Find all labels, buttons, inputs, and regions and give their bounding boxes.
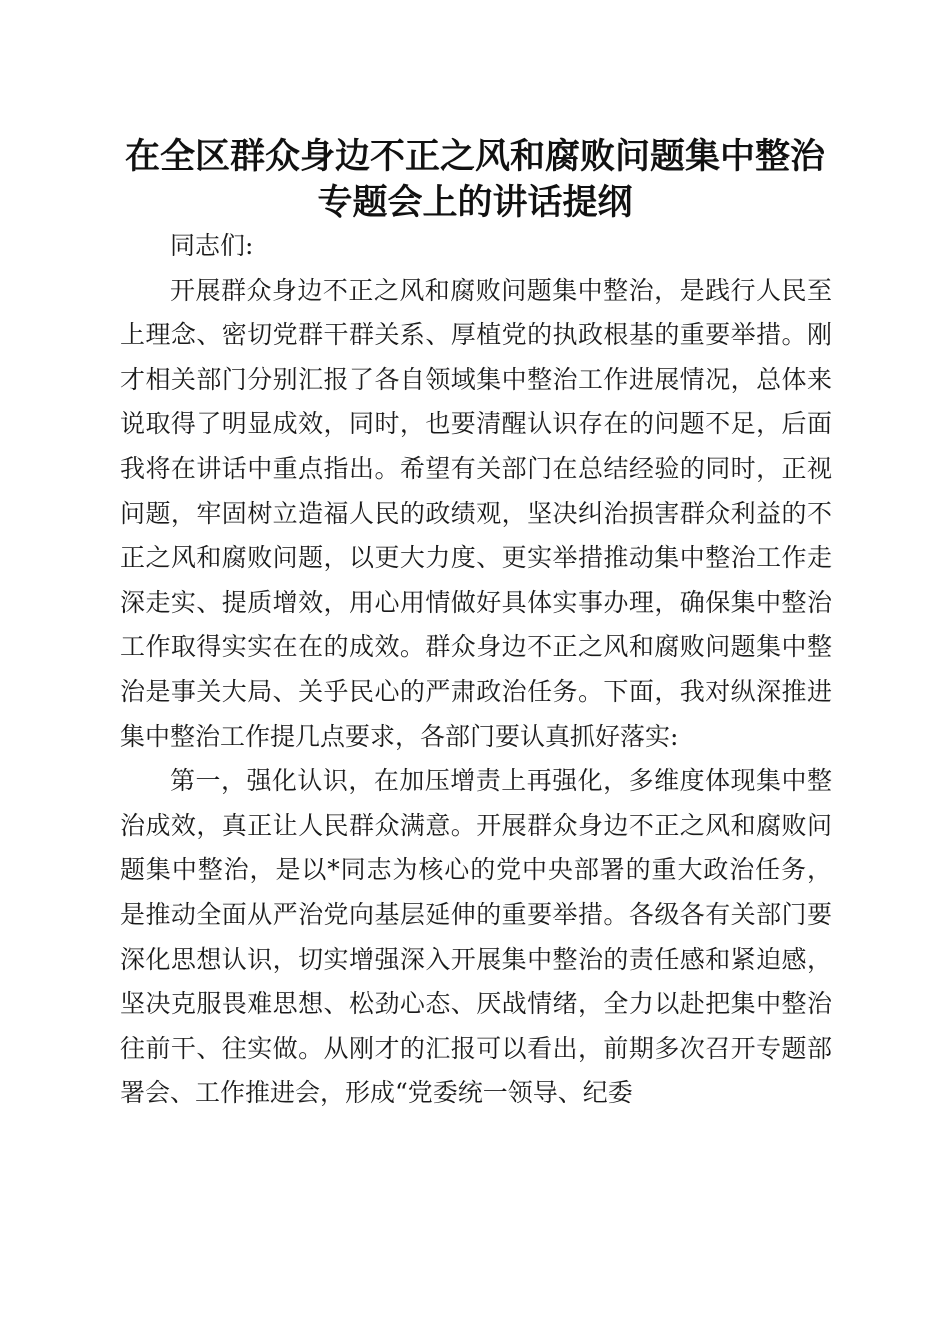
document-body (120, 224, 832, 1116)
paragraph: 开展群众身边不正之风和腐败问题集中整治，是践行人民至上理念、密切党群干群关系、厚植党的执政根基的重要举措。刚才相关部门分别汇报了各自领域集中整治工作进展情况，总体来说取得了明显成效，同时，也要清醒认识存在的问题不足，后面我将在讲话中重点指出。希望有关部门在总结经验的同时，正视问题，牢固树立造福人民的政绩观，坚决纠治损害群众利益的不正之风和腐败问题，以更大力度、更实举措推动集中整治工作走深走实、提质增效，用心用情做好具体实事办理，确保集中整治工作取得实实在在的成效。群众身边不正之风和腐败问题集中整治是事关大局、关乎民心的严肃政治任务。下面，我对纵深推进集中整治工作提几点要求，各部门要认真抓好落实: (120, 275, 832, 751)
title-line-1: 在全区群众身边不正之风和腐败问题集中整治 (124, 136, 825, 177)
salutation: 同志们: (170, 231, 254, 260)
paragraph: 第一，强化认识，在加压增责上再强化，多维度体现集中整治成效，真正让人民群众满意。开展群众身边不正之风和腐败问题集中整治，是以*同志为核心的党中央部署的重大政治任务，是推动全面从严治党向基层延伸的重要举措。各级各有关部门要深化思想认识，切实增强深入开展集中整治的责任感和紧迫感，坚决克服畏难思想、松劲心态、厌战情绪，全力以赴把集中整治往前干、往实做。从刚才的汇报可以看出，前期多次召开专题部署会、工作推进会，形成“党委统一领导、纪委 (120, 766, 832, 1108)
title-line-2: 专题会上的讲话提纲 (317, 182, 633, 223)
